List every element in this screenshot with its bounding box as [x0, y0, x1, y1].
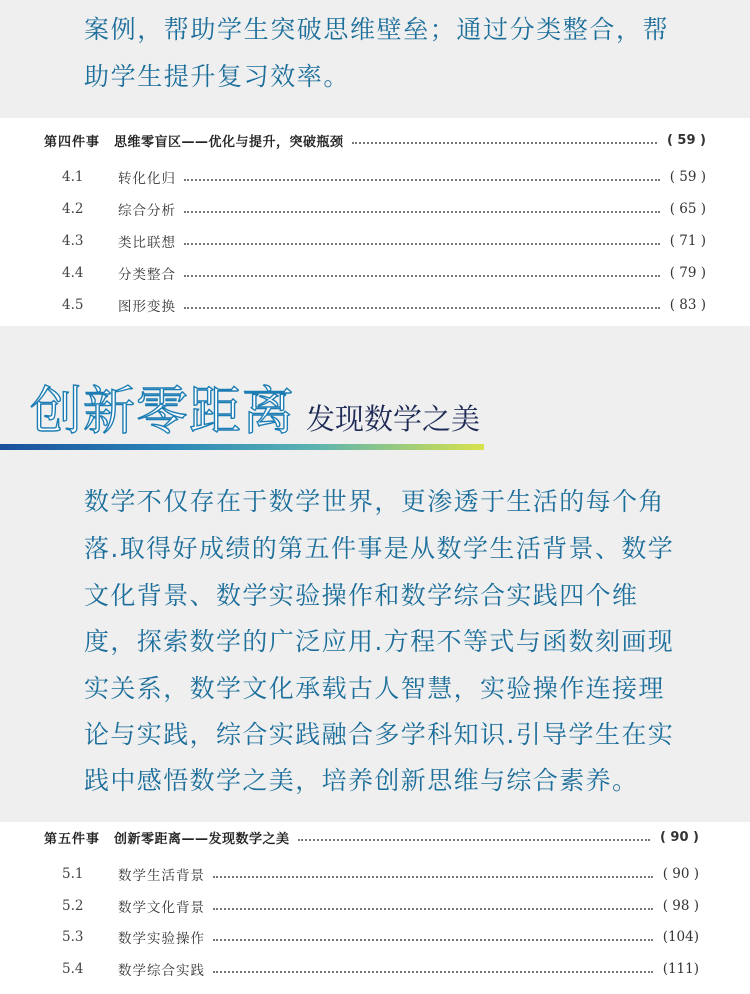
toc-leader-dots	[213, 970, 653, 973]
toc-leader-dots	[213, 875, 653, 878]
toc-item-5-2[interactable]	[44, 896, 699, 916]
toc-item-number: 5.2	[62, 898, 84, 914]
toc-page-number: ( 90 )	[662, 866, 699, 882]
toc-item-4-2[interactable]	[44, 199, 706, 219]
section-5-line-1: 数学不仅存在于数学世界，更渗透于生活的每个角	[84, 487, 665, 516]
intro-line-1: 案例，帮助学生突破思维壁垒；通过分类整合，帮	[84, 15, 670, 44]
toc-item-5-3[interactable]	[44, 927, 699, 947]
toc-leader-dots	[213, 938, 653, 941]
toc-item-title: 分类整合	[118, 267, 176, 283]
section-5-line-6: 论与实践，综合实践融合多学科知识.引导学生在实	[84, 720, 675, 749]
toc-item-title: 图形变换	[118, 299, 176, 315]
toc-leader-dots	[184, 178, 660, 181]
toc-chapter-label: 第四件事	[44, 134, 101, 150]
toc-leader-dots	[298, 838, 650, 841]
toc-leader-dots	[184, 210, 660, 213]
toc-page-number: ( 71 )	[669, 233, 706, 249]
intro-line-2: 助学生提升复习效率。	[84, 62, 351, 91]
section-5-line-4: 度，探索数学的广泛应用.方程不等式与函数刻画现	[84, 627, 675, 656]
toc-leader-dots	[213, 907, 653, 910]
toc-item-number: 5.1	[62, 866, 84, 882]
toc-page-number: ( 59 )	[669, 169, 706, 185]
section-5-line-3: 文化背景、数学实验操作和数学综合实践四个维	[84, 581, 639, 610]
toc-item-number: 5.3	[62, 929, 84, 945]
toc-item-title: 转化化归	[118, 171, 176, 187]
toc-page-number: ( 90 )	[659, 829, 699, 845]
toc-item-5-1[interactable]	[44, 864, 699, 884]
toc-item-title: 综合分析	[118, 203, 176, 219]
toc-item-number: 4.1	[62, 169, 84, 185]
banner-subtitle: 发现数学之美	[306, 402, 481, 436]
toc-chapter-title: 思维零盲区——优化与提升，突破瓶颈	[114, 134, 344, 150]
section-5-line-7: 践中感悟数学之美，培养创新思维与综合素养。	[84, 766, 639, 795]
banner-title: 创新零距离	[30, 382, 296, 442]
toc-page-number: ( 98 )	[662, 898, 699, 914]
banner-gradient-bar	[0, 444, 484, 450]
toc-leader-dots	[184, 242, 660, 245]
toc-item-number: 4.5	[62, 297, 84, 313]
toc-page-number: (111)	[662, 961, 699, 977]
toc-chapter-5[interactable]	[44, 827, 699, 847]
toc-item-number: 4.3	[62, 233, 84, 249]
toc-page-number: ( 59 )	[666, 132, 706, 148]
toc-page-number: ( 83 )	[669, 297, 706, 313]
section-5-line-5: 实关系，数学文化承载古人智慧，实验操作连接理	[84, 674, 665, 703]
toc-item-4-5[interactable]	[44, 295, 706, 315]
toc-page-number: ( 65 )	[669, 201, 706, 217]
toc-item-number: 4.4	[62, 265, 84, 281]
toc-item-4-4[interactable]	[44, 263, 706, 283]
toc-item-title: 数学文化背景	[118, 900, 205, 916]
toc-item-number: 5.4	[62, 961, 84, 977]
toc-page-number: (104)	[662, 929, 699, 945]
toc-chapter-title: 创新零距离——发现数学之美	[114, 831, 290, 847]
toc-item-title: 数学实验操作	[118, 931, 205, 947]
toc-chapter-label: 第五件事	[44, 831, 101, 847]
toc-leader-dots	[184, 274, 660, 277]
toc-item-number: 4.2	[62, 201, 84, 217]
toc-item-4-1[interactable]	[44, 167, 706, 187]
toc-item-5-4[interactable]	[44, 959, 699, 979]
toc-chapter-4[interactable]	[44, 130, 706, 150]
toc-item-4-3[interactable]	[44, 231, 706, 251]
toc-item-title: 数学生活背景	[118, 868, 205, 884]
toc-item-title: 类比联想	[118, 235, 176, 251]
toc-item-title: 数学综合实践	[118, 963, 205, 979]
toc-leader-dots	[184, 306, 660, 309]
section-5-line-2: 落.取得好成绩的第五件事是从数学生活背景、数学	[84, 534, 675, 563]
toc-leader-dots	[352, 141, 657, 144]
toc-page-number: ( 79 )	[669, 265, 706, 281]
